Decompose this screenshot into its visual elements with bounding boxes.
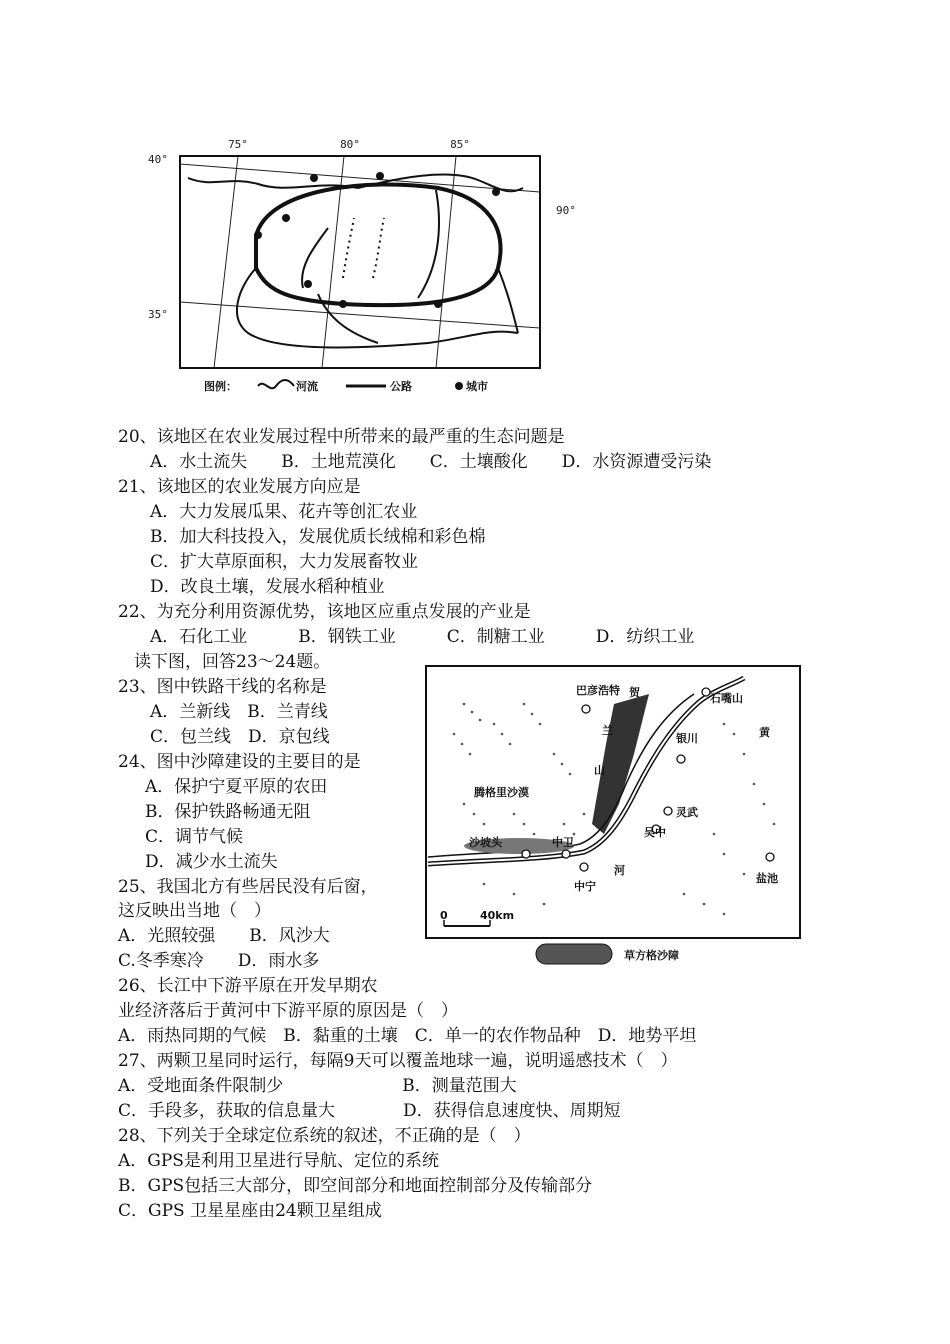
lon-label-85: 85°	[450, 138, 470, 151]
q25-options-ab: A．光照较强 B．风沙大	[118, 926, 330, 946]
city-dot	[492, 188, 500, 196]
q25-stem: 25、我国北方有些居民没有后窗，	[118, 877, 378, 897]
lat-label-35: 35°	[148, 308, 168, 321]
place-he: 贺	[629, 686, 640, 699]
q21-stem: 21、该地区的农业发展方向应是	[118, 477, 361, 497]
place-he2: 河	[614, 864, 625, 877]
q26-stem: 26、长江中下游平原在开发早期农	[118, 976, 378, 996]
q21-option-b: B．加大科技投入，发展优质长绒棉和彩色棉	[150, 527, 486, 547]
q24-option-c: C．调节气候	[145, 827, 244, 847]
place-lingwu: 灵武	[676, 806, 698, 819]
lon-label-75: 75°	[228, 138, 248, 151]
seasonal-rivers	[343, 218, 384, 278]
cities	[254, 172, 500, 308]
q20-stem: 20、该地区在农业发展过程中所带来的最严重的生态问题是	[118, 427, 565, 447]
place-shan: 山	[594, 764, 605, 777]
q24-stem: 24、图中沙障建设的主要目的是	[118, 752, 361, 772]
q28-option-c: C．GPS 卫星星座由24颗卫星组成	[118, 1201, 382, 1221]
place-zhongning: 中宁	[574, 880, 596, 893]
city-dot	[282, 214, 290, 222]
q21-option-d: D．改良土壤，发展水稻种植业	[150, 577, 385, 597]
lon-label-90: 90°	[556, 204, 576, 217]
road-ring	[256, 184, 501, 305]
q23-options-ab: A．兰新线 B．兰青线	[150, 702, 328, 722]
q28-stem: 28、下列关于全球定位系统的叙述，不正确的是（ ）	[118, 1126, 531, 1146]
scale-label: 40km	[480, 909, 515, 922]
place-shapotou: 沙坡头	[469, 836, 502, 849]
q21-option-c: C．扩大草原面积，大力发展畜牧业	[150, 552, 419, 572]
q24-option-b: B．保护铁路畅通无阻	[145, 802, 311, 822]
legend-sand-barrier-symbol	[536, 944, 612, 964]
city-dot	[376, 172, 384, 180]
q23-stem: 23、图中铁路干线的名称是	[118, 677, 327, 697]
ningxia-map	[424, 664, 804, 970]
lat-label-40: 40°	[148, 153, 168, 166]
q27-options-cd: C．手段多，获取的信息量大 D．获得信息速度快、周期短	[118, 1101, 621, 1121]
city-dot	[339, 300, 347, 308]
legend-title: 图例：	[204, 380, 237, 393]
place-wuzhong: 吴中	[644, 826, 666, 839]
q28-option-b: B．GPS包括三大部分，即空间部分和地面控制部分及传输部分	[118, 1176, 593, 1196]
legend-road-text: 公路	[390, 380, 412, 393]
q26-options: A．雨热同期的气候 B．黏重的土壤 C．单一的农作物品种 D．地势平坦	[118, 1026, 697, 1046]
q27-stem: 27、两颗卫星同时运行，每隔9天可以覆盖地球一遍，说明遥感技术（ ）	[118, 1051, 678, 1071]
legend-river-symbol	[258, 380, 294, 388]
scale-zero: 0	[440, 909, 448, 922]
q21-option-a: A．大力发展瓜果、花卉等创汇农业	[150, 502, 418, 522]
tarim-basin-map	[118, 118, 663, 400]
place-huang: 黄	[759, 726, 770, 739]
place-bayanhot: 巴彦浩特	[576, 684, 620, 697]
q20-options: A．水土流失 B．土地荒漠化 C．土壤酸化 D．水资源遭受污染	[150, 452, 712, 472]
q25-options-cd: C.冬季寒冷 D．雨水多	[118, 951, 320, 971]
q22-options: A．石化工业 B．钢铁工业 C．制糖工业 D．纺织工业	[150, 627, 695, 647]
legend-sand-barrier-text: 草方格沙障	[624, 949, 679, 962]
q28-option-a: A．GPS是利用卫星进行导航、定位的系统	[118, 1151, 439, 1171]
legend-city-symbol	[455, 382, 463, 390]
place-zhongwei: 中卫	[552, 836, 574, 849]
place-shizuishan: 石嘴山	[710, 692, 743, 705]
q23-24-intro: 读下图，回答23～24题。	[134, 652, 331, 672]
city-dot	[254, 231, 262, 239]
q25-stem-cont: 这反映出当地（ ）	[118, 901, 271, 921]
q24-option-d: D．减少水土流失	[145, 852, 278, 872]
city-dot	[434, 300, 442, 308]
place-yanchi: 盐池	[756, 872, 778, 885]
lon-label-80: 80°	[340, 138, 360, 151]
q27-options-ab: A．受地面条件限制少 B．测量范围大	[118, 1076, 517, 1096]
q24-option-a: A．保护宁夏平原的农田	[145, 777, 328, 797]
legend-river-text: 河流	[296, 380, 318, 393]
city-dot	[310, 174, 318, 182]
place-lan: 兰	[602, 724, 613, 737]
q26-stem-cont: 业经济落后于黄河中下游平原的原因是（ ）	[118, 1001, 458, 1021]
city-dot	[304, 280, 312, 288]
q22-stem: 22、为充分利用资源优势，该地区应重点发展的产业是	[118, 602, 531, 622]
place-yinchuan: 银川	[676, 732, 698, 745]
legend-city-text: 城市	[466, 380, 488, 393]
place-tengger: 腾格里沙漠	[474, 786, 529, 799]
q23-options-cd: C．包兰线 D．京包线	[150, 727, 330, 747]
